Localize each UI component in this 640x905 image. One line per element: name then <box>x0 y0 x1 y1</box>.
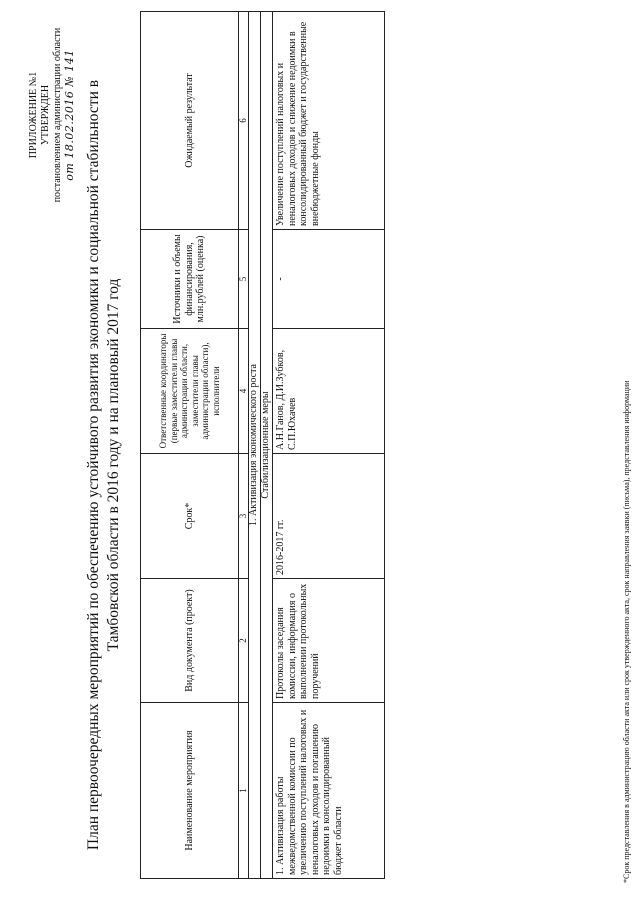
document-title <box>84 45 124 885</box>
row-responsible: А.Н.Ганов, Д.И.Зубков, С.П.Юхачев <box>273 329 385 454</box>
header-term: Срок* <box>141 454 239 579</box>
header-responsible: Ответственные координаторы (первые заместители главы администрации области, заместители главы администрации области), исполнители <box>141 329 239 454</box>
header-expected-result: Ожидаемый результат <box>141 12 239 230</box>
document-title-line-2: Тамбовской области в 2016 году и на плановый 2017 год <box>105 278 122 652</box>
row-measure-name: 1. Активизация работы межведомственной комиссии по увеличению поступлений налоговых и неналоговых доходов и погашению недоимки в консолидированный бюджет области <box>273 703 385 879</box>
column-number: 1 <box>239 703 249 879</box>
footnote: *Срок представления в администрацию области акта или срок утвержденного акта, срок направления заявки (письма), представления информации <box>622 380 631 883</box>
table-header-row <box>141 12 239 879</box>
table-row <box>273 12 385 879</box>
table-subsection-row <box>261 12 273 879</box>
approval-resolution-label: постановлением администрации области <box>52 27 63 203</box>
row-funding: - <box>273 230 385 329</box>
row-expected-result: Увеличение поступлений налоговых и неналоговых доходов и снижение недоимки в консолидированный бюджет и государственные внебюджетные фонды <box>273 12 385 230</box>
row-term: 2016-2017 гг. <box>273 454 385 579</box>
column-number: 3 <box>239 454 249 579</box>
column-number: 6 <box>239 12 249 230</box>
approval-appendix-label: ПРИЛОЖЕНИЕ №1 <box>28 71 39 159</box>
row-document-type: Протоколы заседания комиссии, информация о выполнении протокольных поручений <box>273 579 385 703</box>
column-number: 5 <box>239 230 249 329</box>
section-heading: 1. Активизация экономического роста <box>249 12 261 879</box>
table-column-numbers-row <box>239 12 249 879</box>
header-measure-name: Наименование мероприятия <box>141 703 239 879</box>
column-number: 2 <box>239 579 249 703</box>
approval-handwritten-date: от 18.02.2016 № 141 <box>63 49 76 181</box>
header-funding: Источники и объемы финансирования, млн.рублей (оценка) <box>141 230 239 329</box>
header-document-type: Вид документа (проект) <box>141 579 239 703</box>
approval-stamp <box>28 25 76 205</box>
subsection-heading: Стабилизационные меры <box>261 12 273 879</box>
table-section-row <box>249 12 261 879</box>
plan-table <box>140 11 385 879</box>
column-number: 4 <box>239 329 249 454</box>
approval-approved-label: УТВЕРЖДЕН <box>40 84 51 146</box>
document-title-line-1: План первоочередных мероприятий по обеспечению устойчивого развития экономики и социальной стабильности в <box>85 79 102 851</box>
